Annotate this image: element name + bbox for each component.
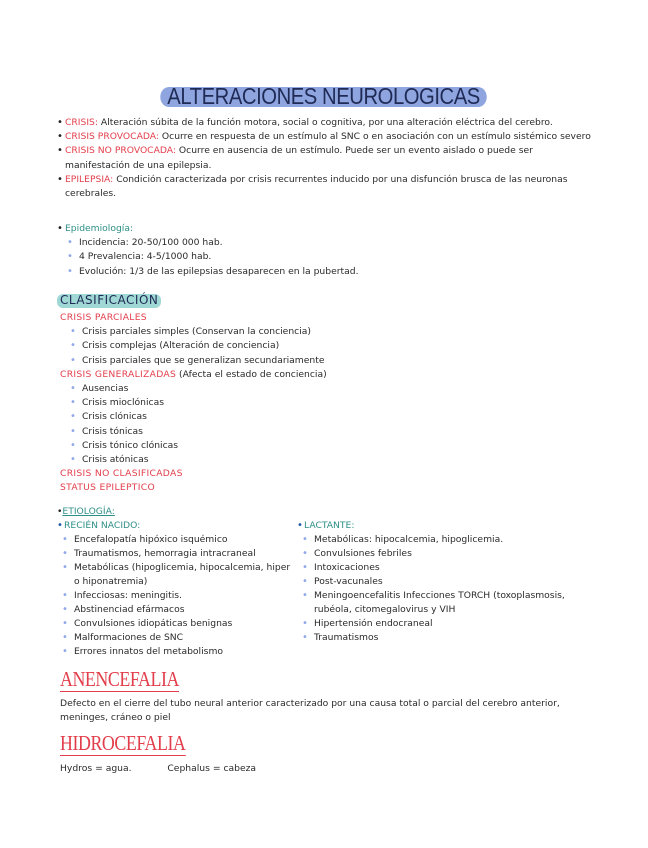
list-item: • Post-vacunales <box>302 575 597 589</box>
list-item: • Crisis tónicas <box>70 425 600 439</box>
epidemiologia-list <box>57 236 597 279</box>
list-item: • Incidencia: 20-50/100 000 hab. <box>67 236 597 250</box>
lactante-column <box>297 519 597 645</box>
list-item: • Crisis parciales que se generalizan secundariamente <box>70 354 600 368</box>
definition-crisis: • CRISIS: Alteración súbita de la función motora, social o cognitiva, por una alteración eléctrica del cerebro. <box>57 116 597 130</box>
list-item: • Infecciosas: meningitis. <box>62 589 297 603</box>
list-item: • Abstinenciad efármacos <box>62 603 297 617</box>
crisis-generalizadas-row <box>60 368 600 382</box>
recien-nacido-column <box>57 519 297 659</box>
epidemiologia-section <box>57 222 597 279</box>
definition-crisis-provocada: • CRISIS PROVOCADA: Ocurre en respuesta de un estímulo al SNC o en asociación con un estímulo sistémico severo <box>57 130 597 144</box>
list-item: • Crisis complejas (Alteración de conciencia) <box>70 339 600 353</box>
hydros-definition: Hydros = agua. <box>60 763 132 774</box>
list-item: • Crisis mioclónicas <box>70 396 600 410</box>
list-item: • Crisis clónicas <box>70 410 600 424</box>
list-item: • 4 Prevalencia: 4-5/1000 hab. <box>67 250 597 264</box>
clasificacion-heading: CLASIFICACIÓN <box>57 292 161 308</box>
list-item: • Traumatismos, hemorragia intracraneal <box>62 547 297 561</box>
page-title: ALTERACIONES NEUROLOGICAS <box>161 82 488 110</box>
list-item: • Encefalopatía hipóxico isquémico <box>62 533 297 547</box>
definitions-block <box>57 116 597 201</box>
recien-nacido-list <box>57 533 297 659</box>
crisis-generalizadas-note: (Afecta el estado de conciencia) <box>176 368 327 380</box>
crisis-generalizadas-label: CRISIS GENERALIZADAS <box>60 368 177 380</box>
definition-crisis-no-provocada: • CRISIS NO PROVOCADA: Ocurre en ausencia de un estímulo. Puede ser un evento aislado o puede ser manifestación de una epilepsia. <box>57 144 597 172</box>
list-item: • Meningoencefalitis Infecciones TORCH (toxoplasmosis, rubéola, citomegalovirus y VIH <box>302 589 597 617</box>
list-item: • Convulsiones febriles <box>302 547 597 561</box>
anencefalia-text: Defecto en el cierre del tubo neural anterior caracterizado por una causa total o parcial del cerebro anterior, meninges, cráneo o piel <box>60 698 560 723</box>
list-item: • Intoxicaciones <box>302 561 597 575</box>
clasificacion-section <box>60 311 600 496</box>
list-item: • Evolución: 1/3 de las epilepsias desaparecen en la pubertad. <box>67 265 597 279</box>
list-item: • Metabólicas: hipocalcemia, hipoglicemia. <box>302 533 597 547</box>
crisis-parciales-label: CRISIS PARCIALES <box>60 312 147 323</box>
epidemiologia-heading: • Epidemiología: <box>57 222 597 236</box>
recien-nacido-heading: • RECIÉN NACIDO: <box>57 519 297 533</box>
list-item: • Errores innatos del metabolismo <box>62 645 297 659</box>
definition-epilepsia: • EPILEPSIA: Condición caracterizada por crisis recurrentes inducido por una disfunción brusca de las neuronas cerebrales. <box>57 173 597 201</box>
lactante-list <box>297 533 597 645</box>
list-item: • Traumatismos <box>302 631 597 645</box>
list-item: • Hipertensión endocraneal <box>302 617 597 631</box>
list-item: • Ausencias <box>70 382 600 396</box>
hidrocefalia-row <box>60 762 580 776</box>
crisis-parciales-list <box>60 325 600 368</box>
anencefalia-heading: ANENCEFALIA <box>60 667 179 691</box>
hidrocefalia-heading: HIDROCEFALIA <box>60 731 186 755</box>
cephalus-definition: Cephalus = cabeza <box>167 763 257 774</box>
lactante-heading: • LACTANTE: <box>297 519 597 533</box>
status-epileptico-label: STATUS EPILEPTICO <box>60 482 155 494</box>
crisis-generalizadas-list <box>60 382 600 467</box>
list-item: • Metabólicas (hipoglicemia, hipocalcemia, hiper o hiponatremia) <box>62 561 297 589</box>
crisis-no-clasificadas-label: CRISIS NO CLASIFICADAS <box>60 468 183 480</box>
list-item: • Crisis parciales simples (Conservan la conciencia) <box>70 325 600 339</box>
list-item: • Crisis atónicas <box>70 453 600 467</box>
list-item: • Convulsiones idiopáticas benignas <box>62 617 297 631</box>
list-item: • Crisis tónico clónicas <box>70 439 600 453</box>
list-item: • Malformaciones de SNC <box>62 631 297 645</box>
etiologia-heading: •ETIOLOGÍA: <box>57 506 115 517</box>
